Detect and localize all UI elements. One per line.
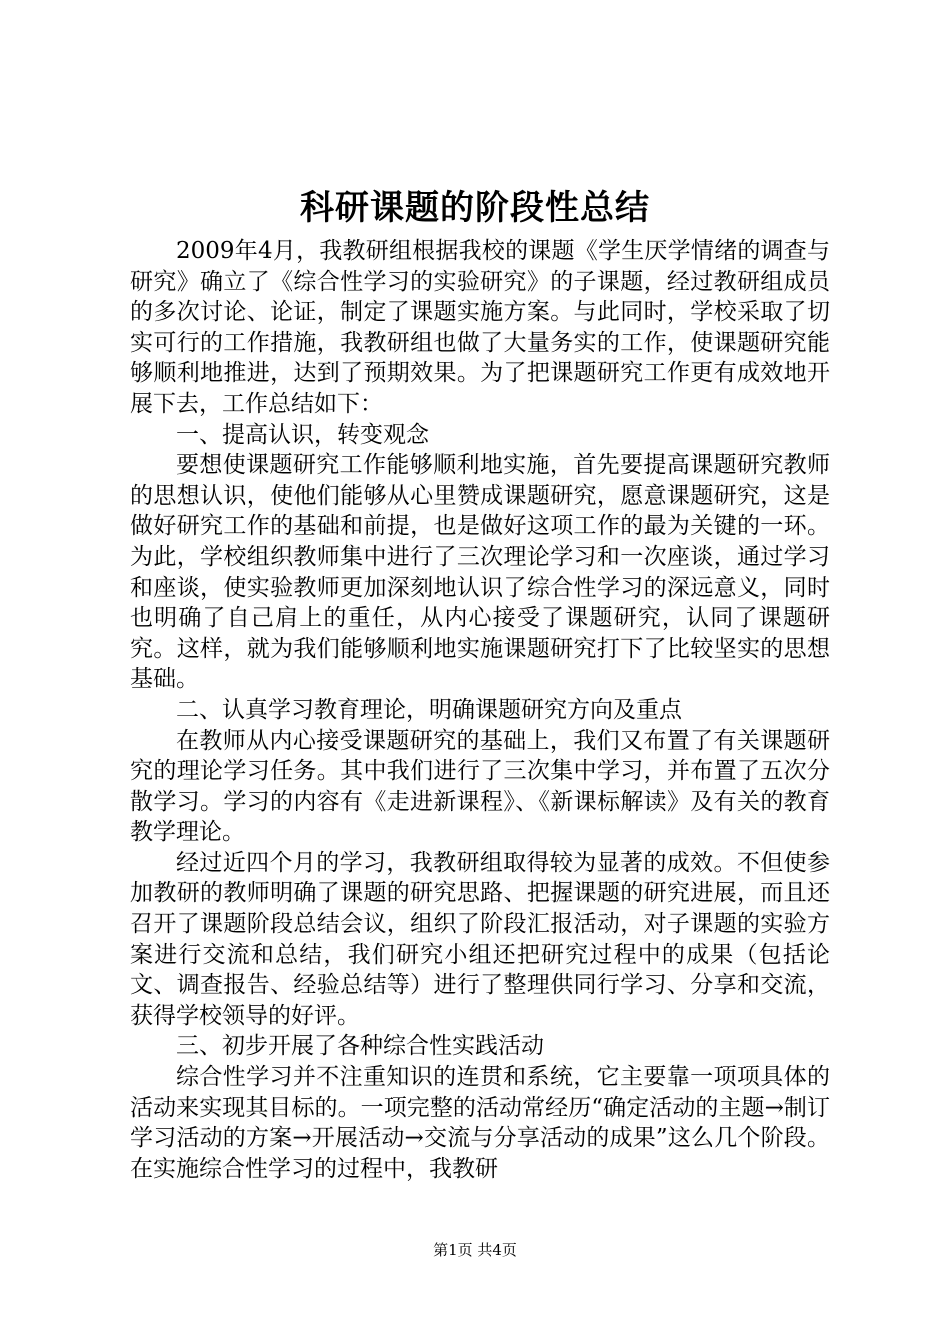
intro-paragraph: 2009年4月，我教研组根据我校的课题《学生厌学情绪的调查与研究》确立了《综合性学习的实验研究》的子课题，经过教研组成员的多次讨论、论证，制定了课题实施方案。与此同时，学校采取了切实可行的工作措施，我教研组也做了大量务实的工作，使课题研究能够顺利地推进，达到了预期效果。为了把课题研究工作更有成效地开展下去，工作总结如下： <box>130 238 830 417</box>
body-paragraph: 经过近四个月的学习，我教研组取得较为显著的成效。不但使参加教研的教师明确了课题的研究思路、把握课题的研究进展，而且还召开了课题阶段总结会议，组织了阶段汇报活动，对子课题的实验方案进行交流和总结，我们研究小组还把研究过程中的成果（包括论文、调查报告、经验总结等）进行了整理供同行学习、分享和交流，获得学校领导的好评。 <box>130 849 830 1029</box>
section-heading-3: 三、初步开展了各种综合性实践活动 <box>176 1033 544 1060</box>
document-title: 科研课题的阶段性总结 <box>300 188 650 228</box>
section-heading-2: 二、认真学习教育理论，明确课题研究方向及重点 <box>176 696 682 723</box>
body-paragraph: 在教师从内心接受课题研究的基础上，我们又布置了有关课题研究的理论学习任务。其中我们进行了三次集中学习，并布置了五次分散学习。学习的内容有《走进新课程》、《新课标解读》及有关的教育教学理论。 <box>130 727 830 846</box>
document-body <box>130 236 830 1184</box>
body-paragraph: 要想使课题研究工作能够顺利地实施，首先要提高课题研究教师的思想认识，使他们能够从心里赞成课题研究，愿意课题研究，这是做好研究工作的基础和前提，也是做好这项工作的最为关键的一环。为此，学校组织教师集中进行了三次理论学习和一次座谈，通过学习和座谈，使实验教师更加深刻地认识了综合性学习的深远意义，同时也明确了自己肩上的重任，从内心接受了课题研究，认同了课题研究。这样，就为我们能够顺利地实施课题研究打下了比较坚实的思想基础。 <box>130 452 830 693</box>
body-paragraph: 综合性学习并不注重知识的连贯和系统，它主要靠一项项具体的活动来实现其目标的。一项完整的活动常经历“确定活动的主题→制订学习活动的方案→开展活动→交流与分享活动的成果”这么几个阶段。在实施综合性学习的过程中，我教研 <box>130 1064 830 1182</box>
section-heading-1: 一、提高认识，转变观念 <box>176 421 429 448</box>
page-number: 第1页 共4页 <box>433 1241 517 1259</box>
